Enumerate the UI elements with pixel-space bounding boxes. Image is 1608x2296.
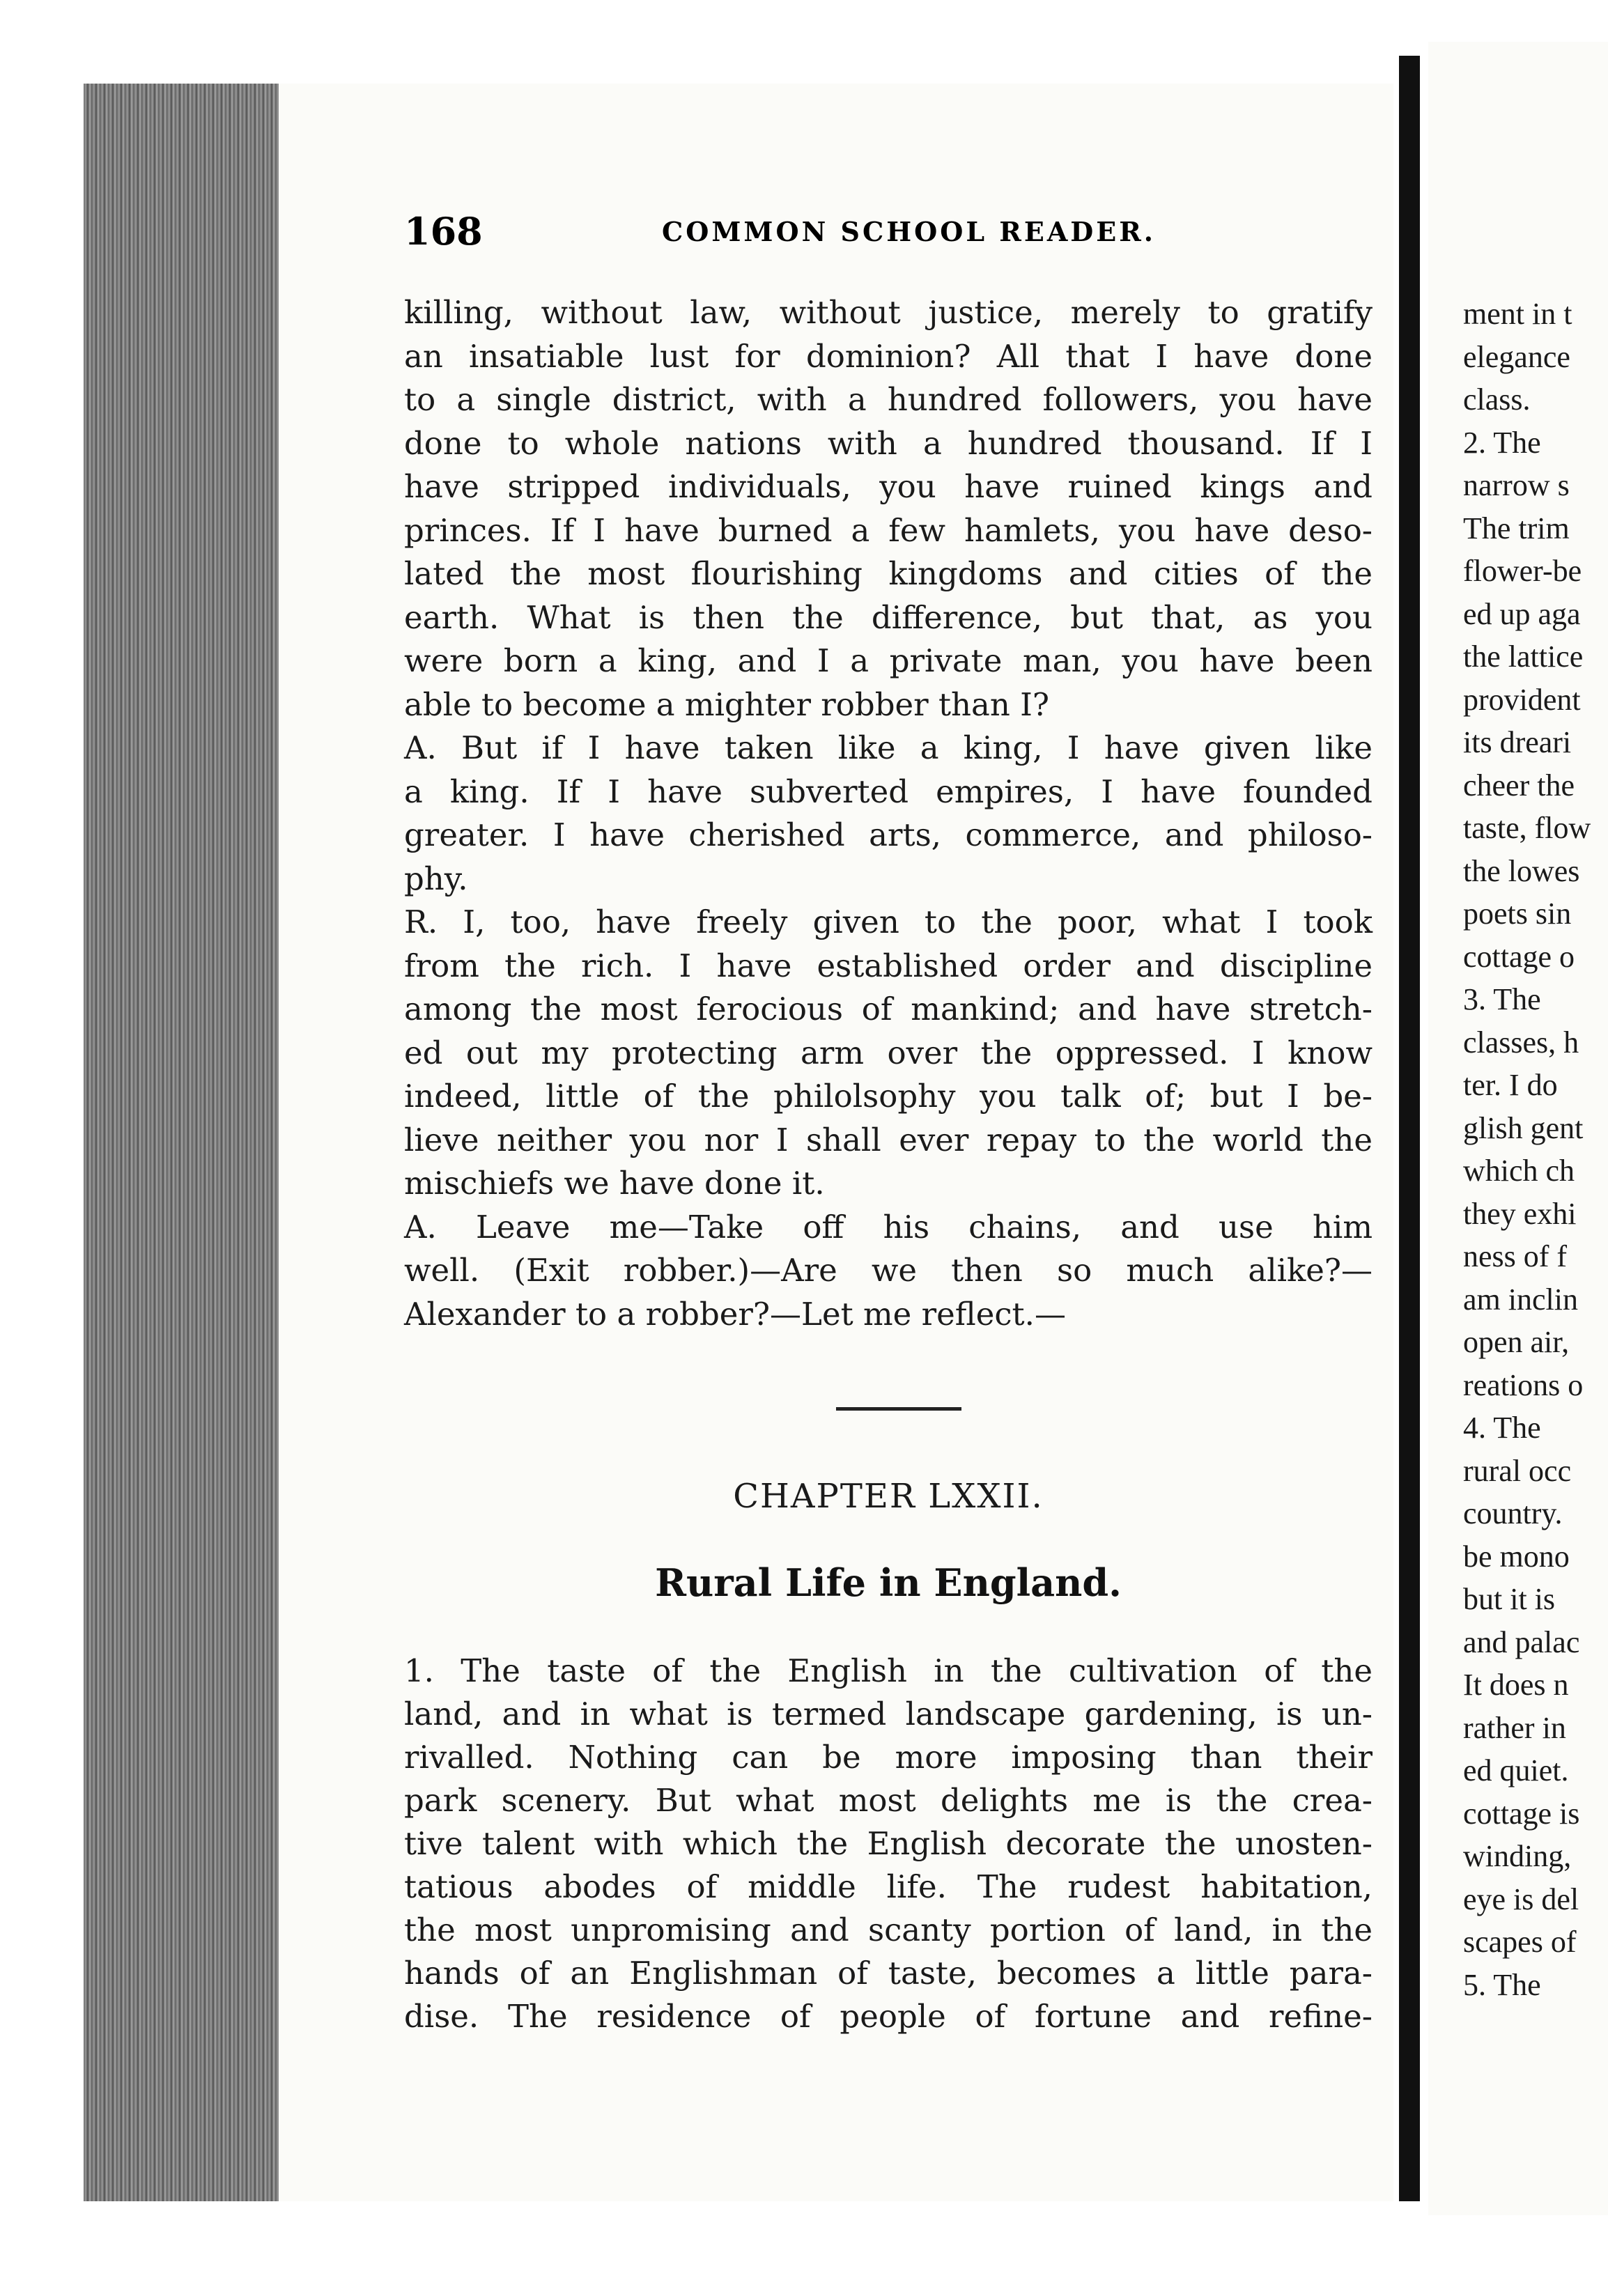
text-line: hands of an Englishman of taste, becomes a little para- xyxy=(404,1955,1373,1992)
text-line: 5. The xyxy=(1463,1967,1541,2002)
text-line: among the most ferocious of mankind; and have stretch- xyxy=(404,991,1373,1027)
text-line: rivalled. Nothing can be more imposing than their xyxy=(404,1739,1373,1776)
book-gutter xyxy=(1399,56,1420,2201)
chapter-heading: CHAPTER LXXII. xyxy=(733,1477,1044,1516)
text-line: eye is del xyxy=(1463,1882,1579,1916)
text-line: were born a king, and I a private man, you have been xyxy=(404,642,1373,679)
text-line: winding, xyxy=(1463,1839,1572,1873)
text-line: the lattice xyxy=(1463,639,1584,674)
text-line: poets sin xyxy=(1463,897,1572,931)
text-line: lated the most flourishing kingdoms and cities of the xyxy=(404,555,1373,592)
text-line: R. I, too, have freely given to the poor, what I took xyxy=(404,903,1373,940)
section-title: Rural Life in England. xyxy=(655,1560,1122,1605)
text-line: A. But if I have taken like a king, I have given like xyxy=(404,729,1373,766)
text-line: flower-be xyxy=(1463,554,1582,588)
text-line: which ch xyxy=(1463,1154,1575,1188)
section-text xyxy=(404,1650,1373,2038)
text-line: its dreari xyxy=(1463,725,1572,759)
text-line: a king. If I have subverted empires, I have founded xyxy=(404,773,1373,810)
text-line: It does n xyxy=(1463,1668,1569,1702)
page-number: 168 xyxy=(404,209,483,254)
text-line: elegance xyxy=(1463,339,1570,374)
text-line: ed up aga xyxy=(1463,596,1581,631)
text-line: 1. The taste of the English in the cultivation of the xyxy=(404,1652,1373,1689)
book-binding-shadow xyxy=(84,84,286,2201)
text-line: cheer the xyxy=(1463,768,1575,802)
running-head-title: COMMON SCHOOL READER. xyxy=(662,216,1157,247)
text-line: classes, h xyxy=(1463,1025,1579,1060)
text-line: 3. The xyxy=(1463,982,1541,1016)
text-line: lieve neither you nor I shall ever repay to the world the xyxy=(404,1121,1373,1158)
text-line: class. xyxy=(1463,382,1531,417)
text-line: narrow s xyxy=(1463,468,1570,502)
text-line: reations o xyxy=(1463,1367,1584,1402)
text-line: from the rich. I have established order and discipline xyxy=(404,947,1373,984)
running-head xyxy=(404,209,1379,265)
section-divider xyxy=(836,1407,961,1411)
text-line: tatious abodes of middle life. The rudest habitation, xyxy=(404,1868,1373,1905)
text-line: princes. If I have burned a few hamlets, you have deso- xyxy=(404,511,1373,549)
text-line: ed out my protecting arm over the oppressed. I know xyxy=(404,1034,1373,1071)
text-line: ed quiet. xyxy=(1463,1753,1569,1787)
dialogue-text xyxy=(404,291,1373,1336)
text-line: to a single district, with a hundred followers, you have xyxy=(404,381,1373,418)
text-line: cottage o xyxy=(1463,939,1575,974)
text-line: country. xyxy=(1463,1496,1563,1530)
text-line: am inclin xyxy=(1463,1282,1578,1317)
text-line: rural occ xyxy=(1463,1453,1572,1488)
text-line: scapes of xyxy=(1463,1925,1577,1959)
text-line: glish gent xyxy=(1463,1110,1584,1145)
text-line: taste, flow xyxy=(1463,811,1591,845)
text-line: indeed, little of the philolsophy you talk of; but I be- xyxy=(404,1078,1373,1115)
text-line: greater. I have cherished arts, commerce, and philoso- xyxy=(404,816,1373,853)
text-line: 4. The xyxy=(1463,1411,1541,1445)
text-line: tive talent with which the English decorate the unosten- xyxy=(404,1825,1373,1862)
text-line: mischiefs we have done it. xyxy=(404,1165,825,1202)
text-line: provident xyxy=(1463,682,1581,717)
right-page-text xyxy=(1463,293,1608,2006)
text-line: Alexander to a robber?—Let me reflect.— xyxy=(404,1295,1066,1333)
text-line: phy. xyxy=(404,860,468,897)
text-line: well. (Exit robber.)—Are we then so much alike?— xyxy=(404,1252,1373,1289)
text-line: killing, without law, without justice, merely to gratify xyxy=(404,294,1373,331)
text-line: be mono xyxy=(1463,1539,1570,1574)
text-line: open air, xyxy=(1463,1325,1570,1359)
text-line: have stripped individuals, you have ruined kings and xyxy=(404,468,1373,505)
text-line: they exhi xyxy=(1463,1196,1577,1231)
text-line: The trim xyxy=(1463,511,1570,545)
text-line: ter. I do xyxy=(1463,1068,1558,1102)
text-line: cottage is xyxy=(1463,1796,1580,1831)
text-line: the most unpromising and scanty portion of land, in the xyxy=(404,1911,1373,1948)
text-line: and palac xyxy=(1463,1624,1580,1659)
text-line: park scenery. But what most delights me is the crea- xyxy=(404,1782,1373,1819)
text-line: earth. What is then the difference, but that, as you xyxy=(404,598,1373,636)
text-line: done to whole nations with a hundred thousand. If I xyxy=(404,424,1373,462)
text-line: ness of f xyxy=(1463,1239,1568,1273)
text-line: A. Leave me—Take off his chains, and use him xyxy=(404,1208,1373,1246)
text-line: 2. The xyxy=(1463,425,1541,460)
text-line: but it is xyxy=(1463,1582,1556,1616)
text-line: land, and in what is termed landscape gardening, is un- xyxy=(404,1696,1373,1732)
text-line: able to become a mighter robber than I? xyxy=(404,685,1050,723)
text-line: rather in xyxy=(1463,1710,1566,1745)
text-line: an insatiable lust for dominion? All that I have done xyxy=(404,337,1373,375)
text-line: the lowes xyxy=(1463,853,1580,888)
text-line: ment in t xyxy=(1463,297,1572,331)
text-line: dise. The residence of people of fortune and refine- xyxy=(404,1998,1373,2035)
